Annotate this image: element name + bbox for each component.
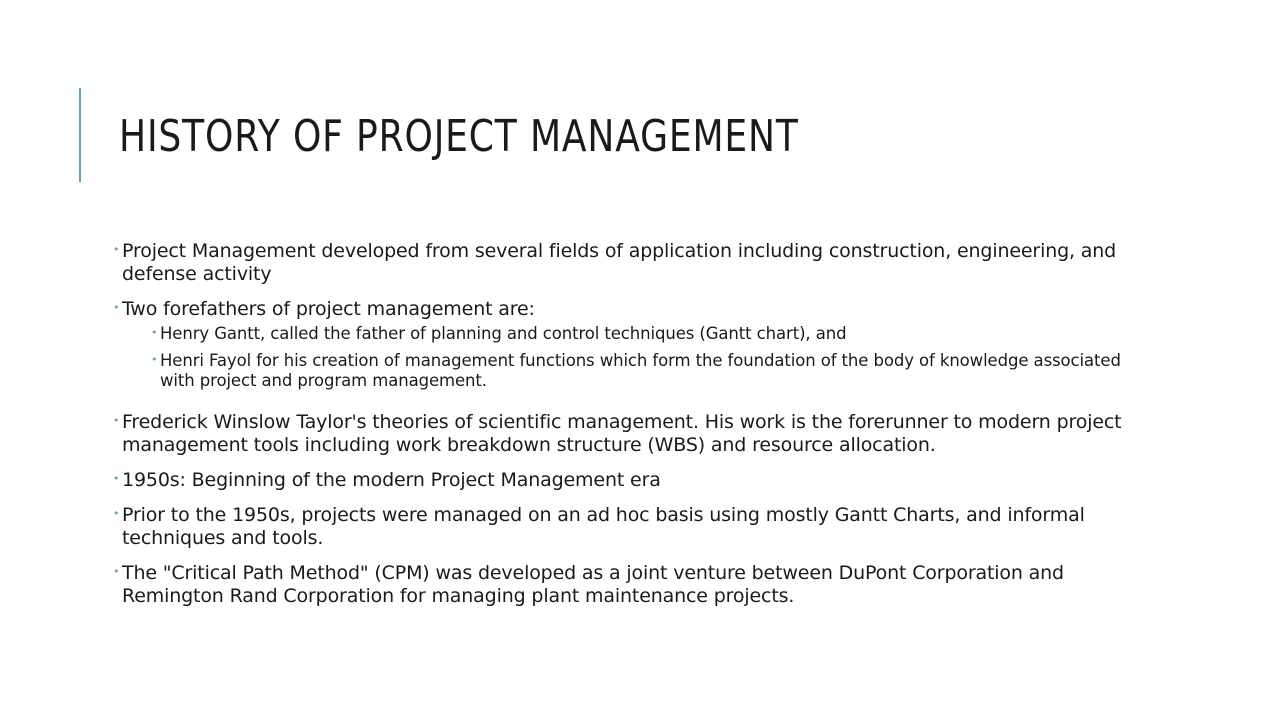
bullet-item: [114, 411, 1154, 457]
bullet-dot-icon: •: [113, 301, 120, 314]
bullet-text: Project Management developed from several fields of application including construction, engineering, and defense activity: [122, 240, 1117, 285]
sub-bullet-text: Henri Fayol for his creation of management functions which form the foundation of the body of knowledge associated with project and program management.: [160, 351, 1121, 390]
bullet-item: [114, 504, 1154, 550]
bullet-list: [114, 240, 1154, 608]
title-accent-bar: [79, 88, 81, 182]
bullet-item: [114, 469, 1154, 492]
slide-title: HISTORY OF PROJECT MANAGEMENT: [119, 111, 799, 162]
bullet-item: [114, 562, 1154, 608]
sub-bullet-item: [152, 351, 1142, 391]
bullet-dot-icon: •: [113, 243, 120, 256]
bullet-item: [114, 240, 1154, 286]
sub-bullet-list: [152, 324, 1142, 391]
bullet-dot-icon: •: [151, 353, 158, 366]
bullet-dot-icon: •: [151, 326, 158, 339]
bullet-dot-icon: •: [113, 507, 120, 520]
bullet-text: 1950s: Beginning of the modern Project Management era: [122, 469, 661, 491]
bullet-item: [114, 298, 1154, 321]
bullet-text: Frederick Winslow Taylor's theories of scientific management. His work is the forerunner to modern project management tools including work breakdown structure (WBS) and resource allocation.: [122, 411, 1122, 456]
bullet-text: The "Critical Path Method" (CPM) was developed as a joint venture between DuPont Corporation and Remington Rand Corporation for managing plant maintenance projects.: [122, 562, 1064, 607]
bullet-text: Two forefathers of project management are:: [122, 298, 535, 320]
bullet-dot-icon: •: [113, 565, 120, 578]
bullet-text: Prior to the 1950s, projects were managed on an ad hoc basis using mostly Gantt Charts, and informal techniques and tools.: [122, 504, 1085, 549]
bullet-dot-icon: •: [113, 472, 120, 485]
bullet-dot-icon: •: [113, 414, 120, 427]
sub-bullet-item: [152, 324, 1142, 344]
sub-bullet-text: Henry Gantt, called the father of planning and control techniques (Gantt chart), and: [160, 324, 847, 343]
